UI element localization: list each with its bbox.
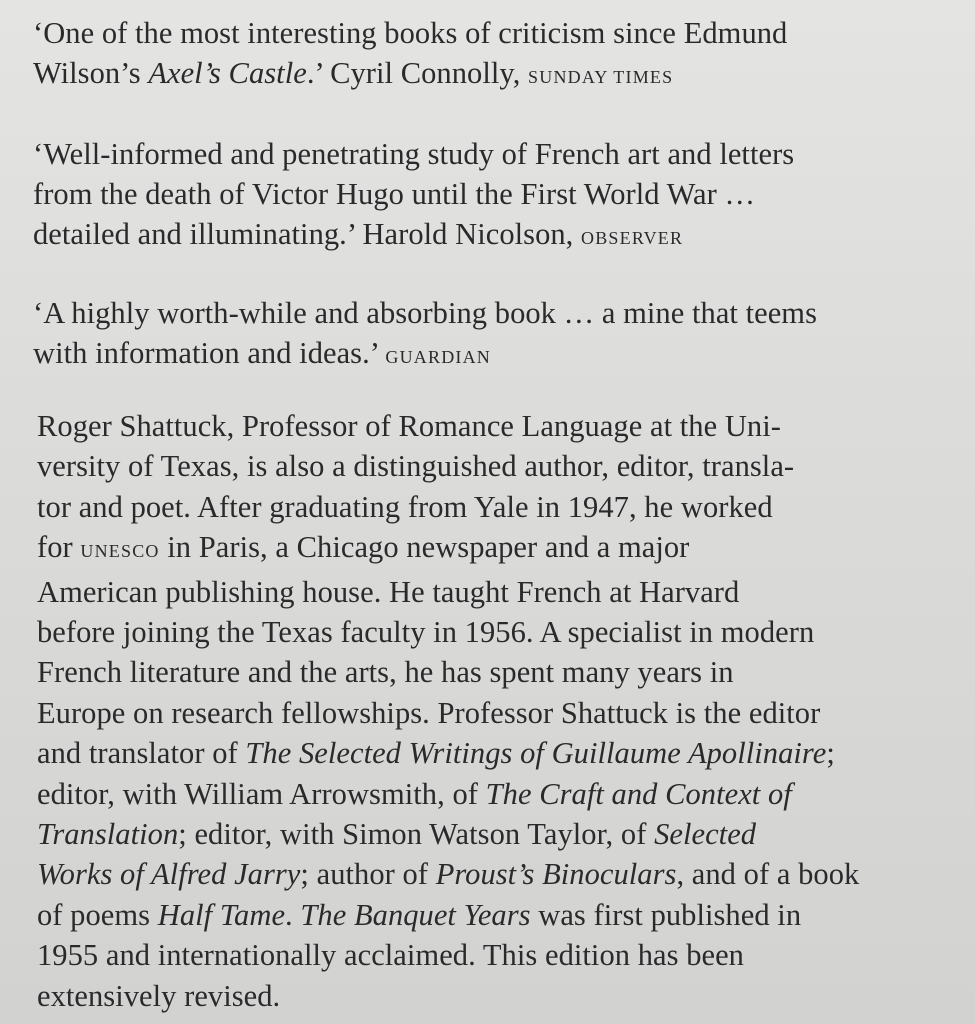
- text-run: , and of a book: [676, 857, 860, 892]
- text-run: .: [285, 897, 301, 932]
- text-line: [37, 733, 955, 773]
- text-run: was first published in: [530, 897, 802, 932]
- text-line: [33, 13, 955, 53]
- text-line: [37, 487, 955, 527]
- text-run: ; author of: [300, 857, 436, 892]
- text-run: from the death of Victor Hugo until the First World War …: [33, 177, 756, 211]
- italic-title: Translation: [37, 817, 179, 852]
- text-run: versity of Texas, is also a distinguished author, editor, transla-: [37, 449, 795, 484]
- italic-title: The Selected Writings of Guillaume Apollinaire: [245, 736, 827, 771]
- text-line: [33, 134, 955, 174]
- text-line: [37, 935, 955, 975]
- text-line: [33, 293, 955, 333]
- text-run: before joining the Texas faculty in 1956. A specialist in modern: [37, 615, 815, 650]
- review-quote-connolly: [33, 13, 955, 97]
- text-run: in Paris, a Chicago newspaper and a major: [159, 530, 690, 565]
- publication-name: UNESCO: [80, 541, 160, 562]
- text-line: [37, 652, 955, 692]
- text-line: [33, 333, 955, 377]
- text-run: ‘Well-informed and penetrating study of French art and letters: [33, 137, 795, 171]
- text-run: ‘One of the most interesting books of criticism since Edmund: [33, 16, 788, 50]
- text-line: [37, 693, 955, 733]
- text-line: [33, 214, 955, 258]
- text-line: [37, 446, 955, 486]
- text-run: Wilson’s: [33, 56, 149, 90]
- review-quote-nicolson: [33, 134, 955, 258]
- review-quote-guardian: [33, 293, 955, 377]
- publication-name: OBSERVER: [581, 228, 684, 248]
- text-run: with information and ideas.’: [33, 336, 386, 370]
- text-line: [37, 774, 955, 814]
- text-line: [37, 527, 955, 571]
- italic-title: Works of Alfred Jarry: [37, 857, 301, 892]
- text-run: for: [37, 530, 81, 565]
- italic-title: Proust’s Binoculars: [435, 857, 677, 892]
- text-run: Roger Shattuck, Professor of Romance Language at the Uni-: [37, 409, 781, 443]
- author-biography: [37, 406, 955, 1016]
- text-line: [33, 174, 955, 214]
- text-run: ;: [826, 736, 835, 771]
- text-run: ‘A highly worth-while and absorbing book … a mine that teems: [33, 296, 817, 330]
- text-run: French literature and the arts, he has spent many years in: [37, 655, 734, 690]
- text-line: [37, 406, 955, 446]
- text-run: extensively revised.: [37, 978, 281, 1013]
- text-run: Europe on research fellowships. Professor Shattuck is the editor: [37, 695, 821, 730]
- publication-name: GUARDIAN: [385, 347, 492, 367]
- text-run: American publishing house. He taught French at Harvard: [37, 574, 740, 609]
- text-run: .’ Cyril Connolly,: [306, 56, 529, 90]
- italic-title: Half Tame: [157, 897, 286, 932]
- text-line: [37, 976, 955, 1016]
- text-line: [37, 612, 955, 652]
- italic-title: Selected: [654, 817, 757, 852]
- italic-title: The Banquet Years: [300, 897, 531, 932]
- text-run: tor and poet. After graduating from Yale in 1947, he worked: [37, 489, 773, 524]
- italic-title: Axel’s Castle: [148, 56, 307, 90]
- text-line: [37, 854, 955, 894]
- text-line: [37, 572, 955, 612]
- text-line: [37, 814, 955, 854]
- italic-title: The Craft and Context of: [485, 776, 792, 811]
- publication-name: SUNDAY TIMES: [528, 67, 674, 87]
- text-line: [37, 895, 955, 935]
- text-run: detailed and illuminating.’ Harold Nicolson,: [33, 217, 582, 251]
- text-run: and translator of: [37, 736, 246, 771]
- text-run: editor, with William Arrowsmith, of: [37, 776, 486, 811]
- text-run: 1955 and internationally acclaimed. This edition has been: [37, 938, 744, 973]
- text-line: [33, 53, 955, 97]
- text-run: of poems: [37, 897, 158, 932]
- text-run: ; editor, with Simon Watson Taylor, of: [178, 817, 655, 852]
